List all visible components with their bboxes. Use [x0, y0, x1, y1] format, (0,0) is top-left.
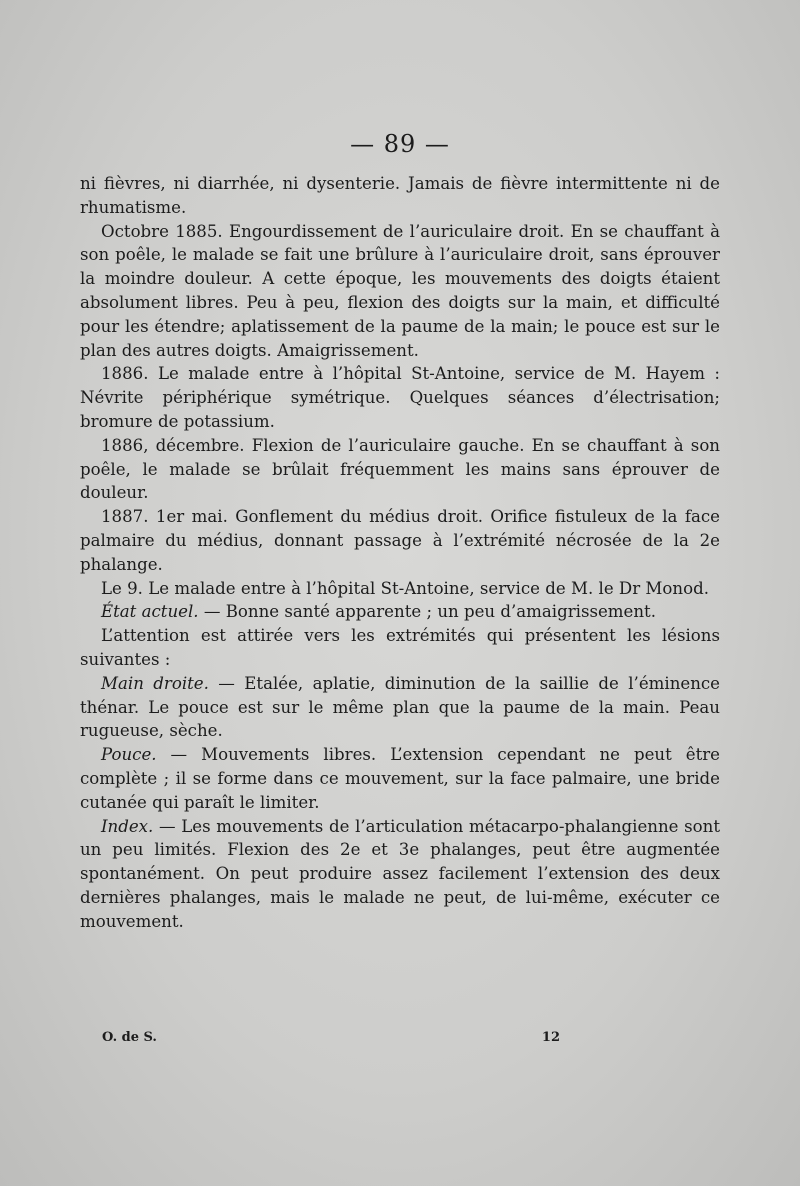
paragraph-heading: Pouce.: [101, 745, 157, 765]
paragraph: Le 9. Le malade entre à l’hôpital St-Antoine, service de M. le Dr Monod.: [101, 578, 709, 598]
paragraph-text: — Bonne santé apparente ; un peu d’amaigrissement.: [198, 602, 656, 622]
page-number: — 89 —: [350, 130, 450, 158]
body-text: [80, 172, 720, 934]
paragraph-heading: Main droite.: [101, 673, 209, 693]
paragraph: Octobre 1885. Engourdissement de l’auriculaire droit. En se chauffant à son poêle, le malade se fait une brûlure à l’auriculaire droit, sans éprouver la moindre douleur. A cette époque, les mouvements des doigts étaient absolument libres. Peu à peu, flexion des doigts sur la main, et difficulté pour les étendre; aplatissement de la paume de la main; le pouce est sur le plan des autres doigts. Amaigrissement.: [80, 221, 720, 360]
paragraph: ni fièvres, ni diarrhée, ni dysenterie. Jamais de fièvre intermittente ni de rhumatisme.: [80, 174, 720, 217]
paragraph: 1886, décembre. Flexion de l’auriculaire gauche. En se chauffant à son poêle, le malade se brûlait fréquemment les mains sans éprouver de douleur.: [80, 435, 720, 503]
signature-mark: O. de S.: [102, 1030, 157, 1045]
sheet-number: 12: [541, 1030, 560, 1045]
paragraph: [80, 815, 720, 934]
paragraph-text: — Etalée, aplatie, diminution de la saillie de l’éminence thénar. Le pouce est sur le même plan que la paume de la main. Peau rugueuse, sèche.: [80, 673, 720, 741]
paragraph: [80, 672, 720, 743]
paragraph: [80, 600, 720, 624]
paragraph-heading: État actuel.: [101, 602, 199, 622]
paragraph: [80, 743, 720, 814]
paragraph: 1887. 1er mai. Gonflement du médius droit. Orifice fistuleux de la face palmaire du médius, donnant passage à l’extrémité nécrosée de la 2e phalange.: [80, 507, 720, 574]
paragraph-text: — Les mouvements de l’articulation métacarpo-phalangienne sont un peu limités. Flexion des 2e et 3e phalanges, peut être augmentée spontanément. On peut produire assez facilement l’extension des deux dernières phalanges, mais le malade ne peut, de lui-même, exécuter ce mouvement.: [80, 816, 720, 931]
paragraph-heading: Index.: [101, 816, 154, 836]
paragraph-text: — Mouvements libres. L’extension cependant ne peut être complète ; il se forme dans ce mouvement, sur la face palmaire, une bride cutanée qui paraît le limiter.: [80, 745, 720, 812]
paragraph: L’attention est attirée vers les extrémités qui présentent les lésions suivantes :: [80, 626, 720, 669]
paragraph: 1886. Le malade entre à l’hôpital St-Antoine, service de M. Hayem : Névrite périphérique symétrique. Quelques séances d’électrisation; bromure de potassium.: [80, 364, 720, 431]
